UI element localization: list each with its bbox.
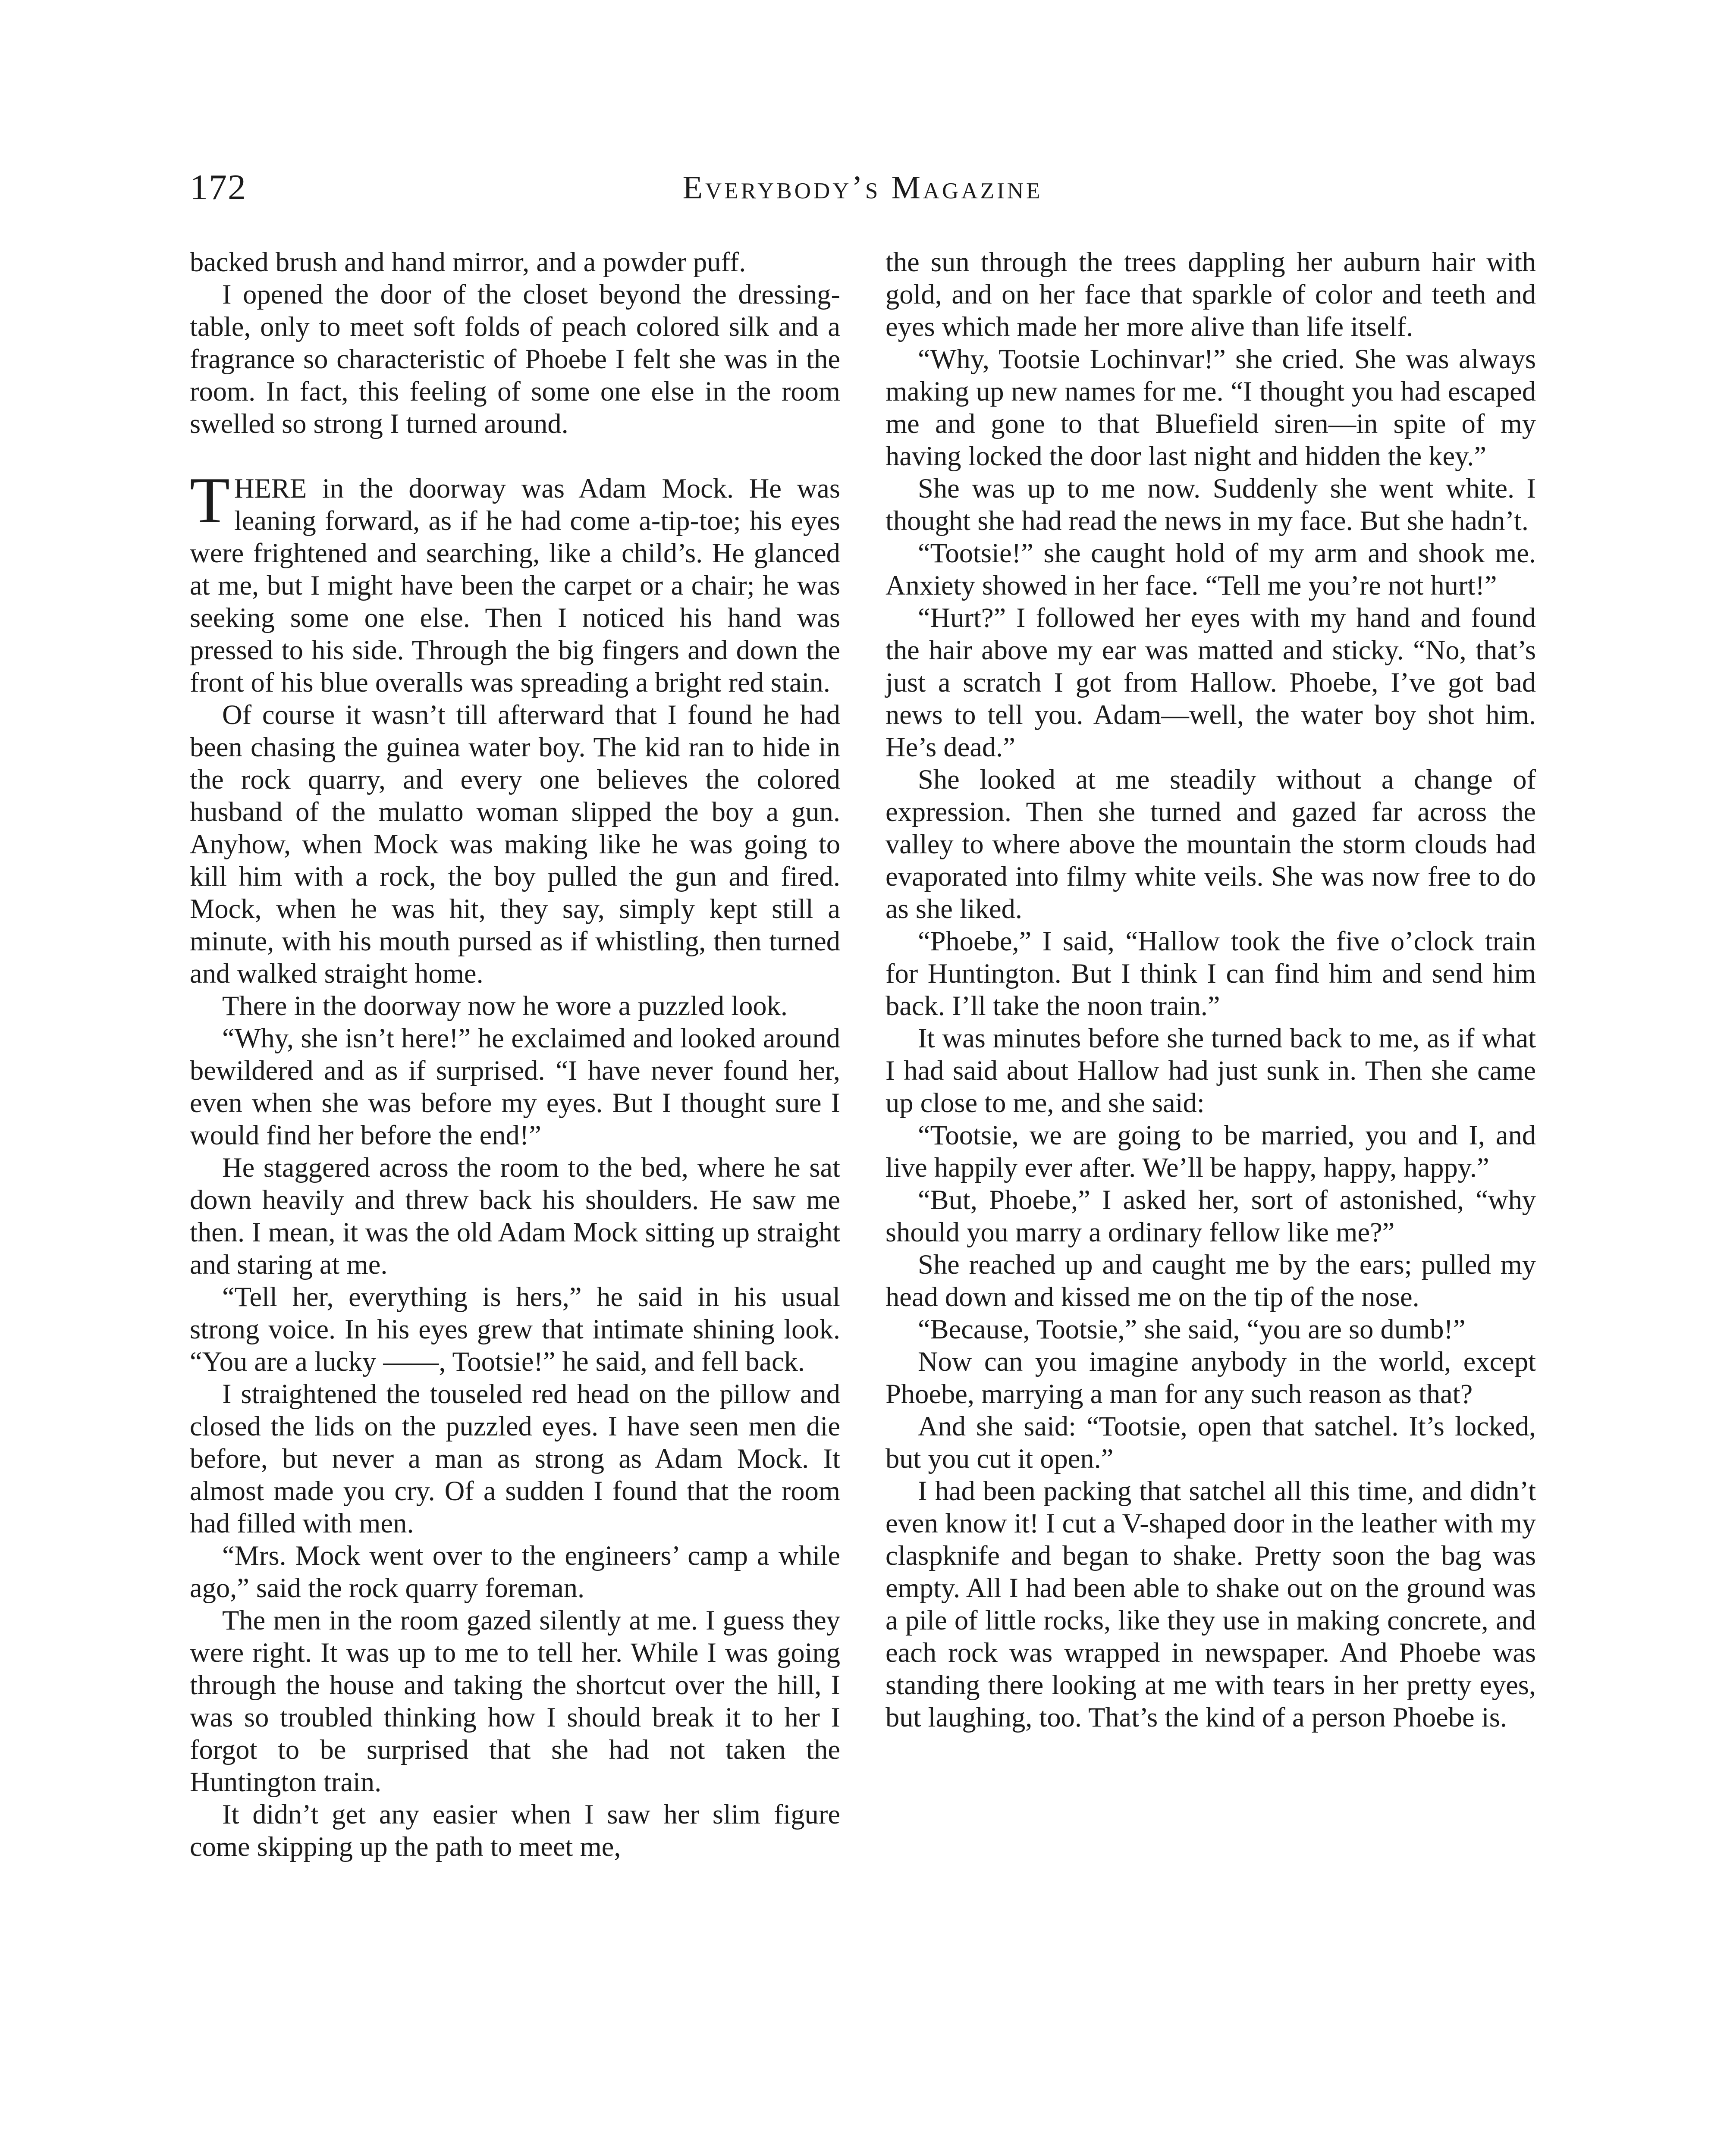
paragraph: I straightened the touseled red head on the pillow and closed the lids on the puzzled eyes. I have seen men die before, but never a man as strong as Adam Mock. It almost made you cry. Of a sudden I found that the room had filled with men. bbox=[190, 1379, 840, 1539]
paragraph-text: HERE in the doorway was Adam Mock. He was leaning forward, as if he had come a-tip-toe; his eyes were frightened and searching, like a child’s. He glanced at me, but I might have been the carpet or a chair; he was seeking some one else. Then I noticed his hand was pressed to his side. Through the big fingers and down the front of his blue overalls was spreading a bright red stain. bbox=[190, 473, 840, 698]
paragraph: “Tell her, everything is hers,” he said in his usual strong voice. In his eyes grew that intimate shining look. “You are a lucky ——, Tootsie!” he said, and fell back. bbox=[190, 1282, 840, 1377]
paragraph: “But, Phoebe,” I asked her, sort of astonished, “why should you marry a ordinary fellow like me?” bbox=[885, 1185, 1536, 1247]
page-number: 172 bbox=[190, 167, 247, 207]
paragraph: the sun through the trees dappling her auburn hair with gold, and on her face that sparkle of color and teeth and eyes which made her more alive than life itself. bbox=[885, 247, 1536, 342]
paragraph: The men in the room gazed silently at me. I guess they were right. It was up to me to tell her. While I was going through the house and taking the shortcut over the hill, I was so troubled thinking how I should break it to her I forgot to be surprised that she had not taken the Huntington train. bbox=[190, 1605, 840, 1797]
paragraph: I opened the door of the closet beyond the dressing-table, only to meet soft folds of peach colored silk and a fragrance so characteristic of Phoebe I felt she was in the room. In fact, this feeling of some one else in the room swelled so strong I turned around. bbox=[190, 279, 840, 439]
paragraph: She reached up and caught me by the ears; pulled my head down and kissed me on the tip of the nose. bbox=[885, 1249, 1536, 1312]
section-opening-paragraph bbox=[190, 464, 840, 699]
paragraph: “Hurt?” I followed her eyes with my hand and found the hair above my ear was matted and sticky. “No, that’s just a scratch I got from Hallow. Phoebe, I’ve got bad news to tell you. Adam—well, the water boy shot him. He’s dead.” bbox=[885, 602, 1536, 762]
paragraph: backed brush and hand mirror, and a powder puff. bbox=[190, 247, 746, 277]
paragraph: He staggered across the room to the bed, where he sat down heavily and threw back his shoulders. He saw me then. I mean, it was the old Adam Mock sitting up straight and staring at me. bbox=[190, 1152, 840, 1280]
paragraph: “Tootsie!” she caught hold of my arm and shook me. Anxiety showed in her face. “Tell me you’re not hurt!” bbox=[885, 538, 1536, 601]
page-header bbox=[190, 166, 1535, 218]
paragraph: It was minutes before she turned back to me, as if what I had said about Hallow had just sunk in. Then she came up close to me, and she said: bbox=[885, 1023, 1536, 1118]
paragraph: “Because, Tootsie,” she said, “you are so dumb!” bbox=[918, 1314, 1466, 1344]
paragraph: “Mrs. Mock went over to the engineers’ camp a while ago,” said the rock quarry foreman. bbox=[190, 1540, 840, 1603]
paragraph: “Why, she isn’t here!” he exclaimed and looked around bewildered and as if surprised. “I have never found her, even when she was before my eyes. But I thought sure I would find her before the end!” bbox=[190, 1023, 840, 1150]
right-column bbox=[885, 246, 1536, 1733]
paragraph: “Phoebe,” I said, “Hallow took the five o’clock train for Huntington. But I think I can find him and send him back. I’ll take the noon train.” bbox=[885, 926, 1536, 1021]
paragraph: “Why, Tootsie Lochinvar!” she cried. She was always making up new names for me. “I thought you had escaped me and gone to that Bluefield siren—in spite of my having locked the door last night and hidden the key.” bbox=[885, 344, 1536, 471]
paragraph: I had been packing that satchel all this time, and didn’t even know it! I cut a V-shaped door in the leather with my claspknife and began to shake. Pretty soon the bag was empty. All I had been able to shake out on the ground was a pile of little rocks, like they use in making concrete, and each rock was wrapped in newspaper. And Phoebe was standing there looking at me with tears in her pretty eyes, but laughing, too. That’s the kind of a person Phoebe is. bbox=[885, 1476, 1536, 1733]
running-head: Everybody’s Magazine bbox=[682, 169, 1043, 206]
left-column bbox=[190, 246, 840, 1863]
paragraph: Now can you imagine anybody in the world, except Phoebe, marrying a man for any such reason as that? bbox=[885, 1346, 1536, 1409]
paragraph: “Tootsie, we are going to be married, you and I, and live happily ever after. We’ll be happy, happy, happy.” bbox=[885, 1120, 1536, 1183]
paragraph: There in the doorway now he wore a puzzled look. bbox=[222, 990, 788, 1021]
paragraph: And she said: “Tootsie, open that satchel. It’s locked, but you cut it open.” bbox=[885, 1411, 1536, 1474]
paragraph: She looked at me steadily without a change of expression. Then she turned and gazed far across the valley to where above the mountain the storm clouds had evaporated into filmy white veils. She was now free to do as she liked. bbox=[885, 764, 1536, 924]
paragraph: She was up to me now. Suddenly she went white. I thought she had read the news in my face. But she hadn’t. bbox=[885, 473, 1536, 536]
paragraph: It didn’t get any easier when I saw her slim figure come skipping up the path to meet me, bbox=[190, 1799, 840, 1862]
paragraph: Of course it wasn’t till afterward that I found he had been chasing the guinea water boy. The kid ran to hide in the rock quarry, and every one believes the colored husband of the mulatto woman slipped the boy a gun. Anyhow, when Mock was making like he was going to kill him with a rock, the boy pulled the gun and fired. Mock, when he was hit, they say, simply kept still a minute, with his mouth pursed as if whistling, then turned and walked straight home. bbox=[190, 699, 840, 989]
drop-cap: T bbox=[190, 464, 230, 536]
